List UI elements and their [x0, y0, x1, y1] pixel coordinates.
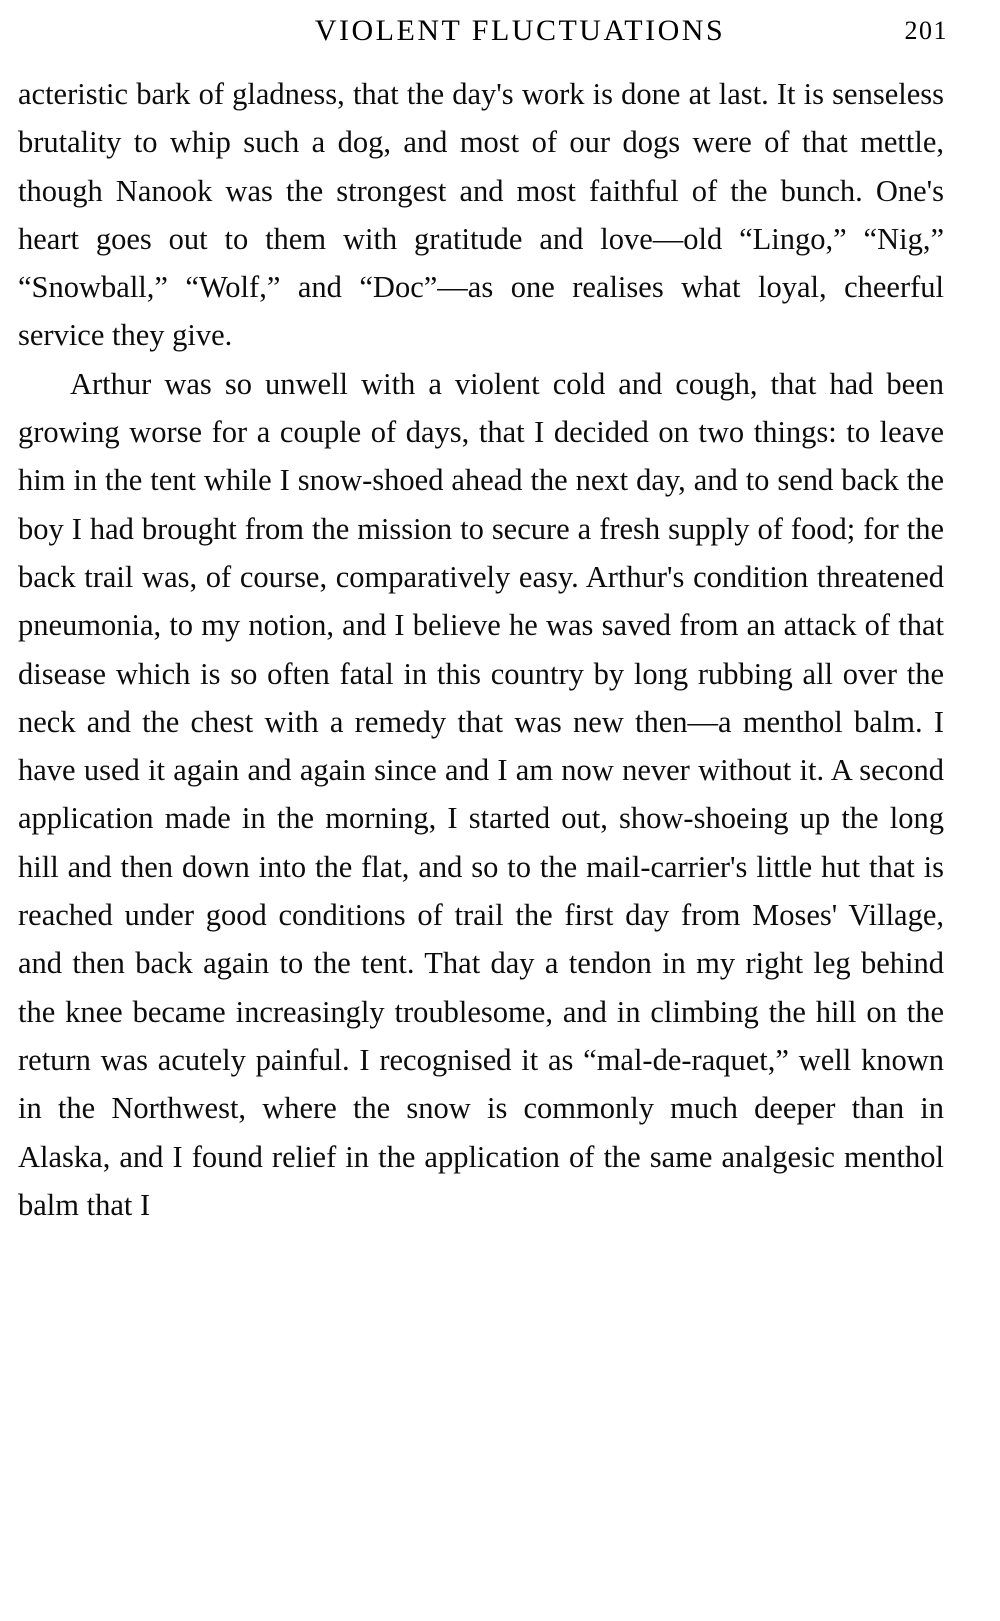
page-header: [0, 0, 1000, 48]
paragraph-continuation: acteristic bark of gladness, that the day's work is done at last. It is senseless brutality to whip such a dog, and most of our dogs were of that mettle, though Nanook was the strongest and most faithful of the bunch. One's heart goes out to them with gratitude and love—old “Lingo,” “Nig,” “Snowball,” “Wolf,” and “Doc”—as one realises what loyal, cheerful service they give.: [18, 77, 944, 353]
page-number: 201: [904, 16, 948, 45]
paragraph-arthur: Arthur was so unwell with a violent cold and cough, that had been growing worse for a couple of days, that I decided on two things: to leave him in the tent while I snow-shoed ahead the next day, and to send back the boy I had brought from the mission to secure a fresh supply of food; for the back trail was, of course, comparatively easy. Arthur's condition threatened pneumonia, to my notion, and I believe he was saved from an attack of that disease which is so often fatal in this country by long rubbing all over the neck and the chest with a remedy that was new then—a menthol balm. I have used it again and again since and I am now never without it. A second application made in the morning, I started out, show-shoeing up the long hill and then down into the flat, and so to the mail-carrier's little hut that is reached under good conditions of trail the first day from Moses' Village, and then back again to the tent. That day a tendon in my right leg behind the knee became increasingly troublesome, and in climbing the hill on the return was acutely painful. I recognised it as “mal-de-raquet,” well known in the Northwest, where the snow is commonly much deeper than in Alaska, and I found relief in the application of the same analgesic menthol balm that I: [18, 366, 944, 1222]
page-body: [0, 70, 1000, 1229]
running-head: VIOLENT FLUCTUATIONS: [314, 14, 726, 47]
